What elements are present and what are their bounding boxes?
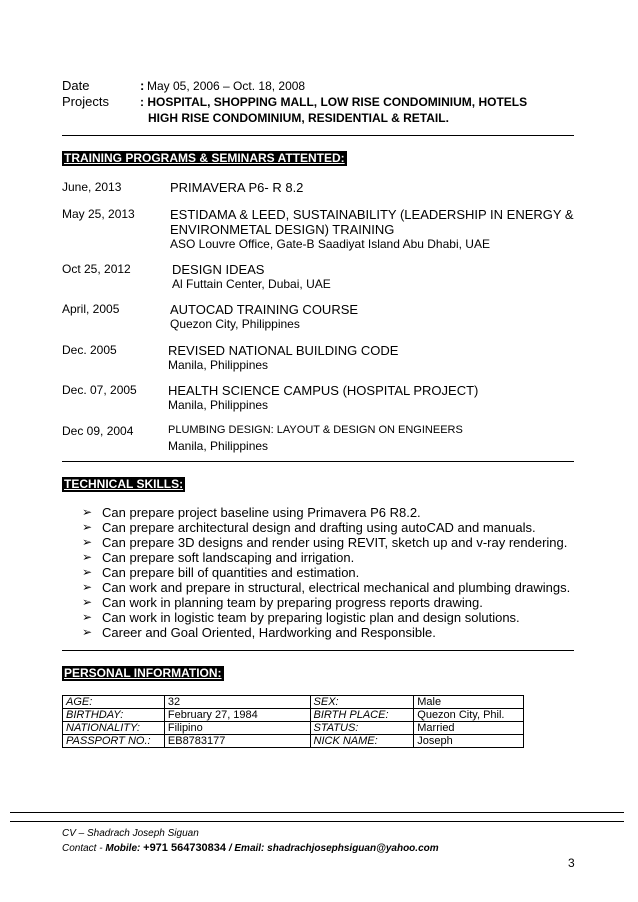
- date-colon: :: [140, 78, 145, 93]
- personal-info-table: [62, 695, 524, 748]
- footer-divider: [10, 812, 624, 813]
- footer-cv-name: CV – Shadrach Joseph Siguan: [62, 828, 199, 839]
- divider: [62, 135, 574, 136]
- field-label: BIRTHDAY:: [63, 709, 165, 722]
- training-date: Oct 25, 2012: [62, 262, 131, 276]
- field-label: NICK NAME:: [310, 735, 414, 748]
- skill-item: Can prepare architectural design and drafting using autoCAD and manuals.: [102, 520, 536, 535]
- training-line-1: ESTIDAMA & LEED, SUSTAINABILITY (LEADERSHIP IN ENERGY &: [170, 207, 574, 222]
- table-row: [63, 709, 524, 722]
- field-value: Male: [414, 696, 524, 709]
- field-value: 32: [164, 696, 310, 709]
- training-line-1: AUTOCAD TRAINING COURSE: [170, 302, 359, 317]
- training-line-3: ASO Louvre Office, Gate-B Saadiyat Island Abu Dhabi, UAE: [170, 237, 490, 251]
- footer-divider: [10, 821, 624, 822]
- bullet-arrow-icon: ➢: [82, 565, 93, 579]
- bullet-arrow-icon: ➢: [82, 550, 93, 564]
- training-line-1: REVISED NATIONAL BUILDING CODE: [168, 343, 399, 358]
- field-label: SEX:: [310, 696, 414, 709]
- skill-item: Can prepare soft landscaping and irrigation.: [102, 550, 355, 565]
- projects-label: Projects: [62, 94, 109, 109]
- training-date: Dec 09, 2004: [62, 424, 134, 438]
- contact-prefix: Contact -: [62, 843, 106, 854]
- field-label: PASSPORT NO.:: [63, 735, 165, 748]
- training-line-1: PLUMBING DESIGN: LAYOUT & DESIGN ON ENGINEERS: [168, 424, 463, 436]
- training-line-2: ENVIRONMETAL DESIGN) TRAINING: [170, 222, 395, 237]
- training-line-2: Manila, Philippines: [168, 398, 269, 412]
- training-line-1: DESIGN IDEAS: [172, 262, 265, 277]
- field-value: February 27, 1984: [164, 709, 310, 722]
- field-label: STATUS:: [310, 722, 414, 735]
- training-date: June, 2013: [62, 180, 122, 194]
- bullet-arrow-icon: ➢: [82, 595, 93, 609]
- field-label: NATIONALITY:: [63, 722, 165, 735]
- projects-value-1: : HOSPITAL, SHOPPING MALL, LOW RISE CONDOMINIUM, HOTELS: [140, 95, 528, 109]
- table-row: [63, 722, 524, 735]
- divider: [62, 650, 574, 651]
- training-line-2: Manila, Philippines: [168, 439, 269, 453]
- skill-item: Can prepare bill of quantities and estimation.: [102, 565, 360, 580]
- skills-section-title: TECHNICAL SKILLS:: [64, 477, 184, 491]
- skill-item: Can work and prepare in structural, electrical mechanical and plumbing drawings.: [102, 580, 571, 595]
- training-line-2: Manila, Philippines: [168, 358, 269, 372]
- bullet-arrow-icon: ➢: [82, 580, 93, 594]
- bullet-arrow-icon: ➢: [82, 520, 93, 534]
- training-line-2: Al Futtain Center, Dubai, UAE: [172, 277, 331, 291]
- field-value: Quezon City, Phil.: [414, 709, 524, 722]
- field-value: Joseph: [414, 735, 524, 748]
- field-label: BIRTH PLACE:: [310, 709, 414, 722]
- skill-item: Can work in planning team by preparing progress reports drawing.: [102, 595, 483, 610]
- skill-item: Can prepare 3D designs and render using REVIT, sketch up and v-ray rendering.: [102, 535, 568, 550]
- field-value: Filipino: [164, 722, 310, 735]
- bullet-arrow-icon: ➢: [82, 625, 93, 639]
- bullet-arrow-icon: ➢: [82, 610, 93, 624]
- projects-value-2: HIGH RISE CONDOMINIUM, RESIDENTIAL & RETAIL.: [148, 111, 449, 125]
- skill-item: Career and Goal Oriented, Hardworking and Responsible.: [102, 625, 436, 640]
- mobile-label: Mobile:: [105, 843, 144, 854]
- personal-section-title: PERSONAL INFORMATION:: [64, 666, 222, 680]
- date-label: Date: [62, 78, 90, 93]
- bullet-arrow-icon: ➢: [82, 535, 93, 549]
- training-date: May 25, 2013: [62, 207, 135, 221]
- training-line-1: HEALTH SCIENCE CAMPUS (HOSPITAL PROJECT): [168, 383, 479, 398]
- date-value: May 05, 2006 – Oct. 18, 2008: [147, 79, 306, 93]
- table-row: [63, 735, 524, 748]
- training-line-2: Quezon City, Philippines: [170, 317, 300, 331]
- email-text: / Email: shadrachjosephsiguan@yahoo.com: [226, 843, 439, 854]
- divider: [62, 461, 574, 462]
- field-label: AGE:: [63, 696, 165, 709]
- mobile-value: +971 564730834: [143, 842, 227, 854]
- training-section-title: TRAINING PROGRAMS & SEMINARS ATTENTED:: [64, 151, 345, 165]
- field-value: EB8783177: [164, 735, 310, 748]
- skill-item: Can work in logistic team by preparing logistic plan and design solutions.: [102, 610, 520, 625]
- table-row: [63, 696, 524, 709]
- skill-item: Can prepare project baseline using Primavera P6 R8.2.: [102, 505, 421, 520]
- training-line-1: PRIMAVERA P6- R 8.2: [170, 180, 304, 195]
- bullet-arrow-icon: ➢: [82, 505, 93, 519]
- page-number: 3: [568, 856, 575, 870]
- training-date: Dec. 07, 2005: [62, 383, 137, 397]
- training-date: April, 2005: [62, 302, 120, 316]
- footer-contact: [62, 842, 439, 854]
- field-value: Married: [414, 722, 524, 735]
- training-date: Dec. 2005: [62, 343, 117, 357]
